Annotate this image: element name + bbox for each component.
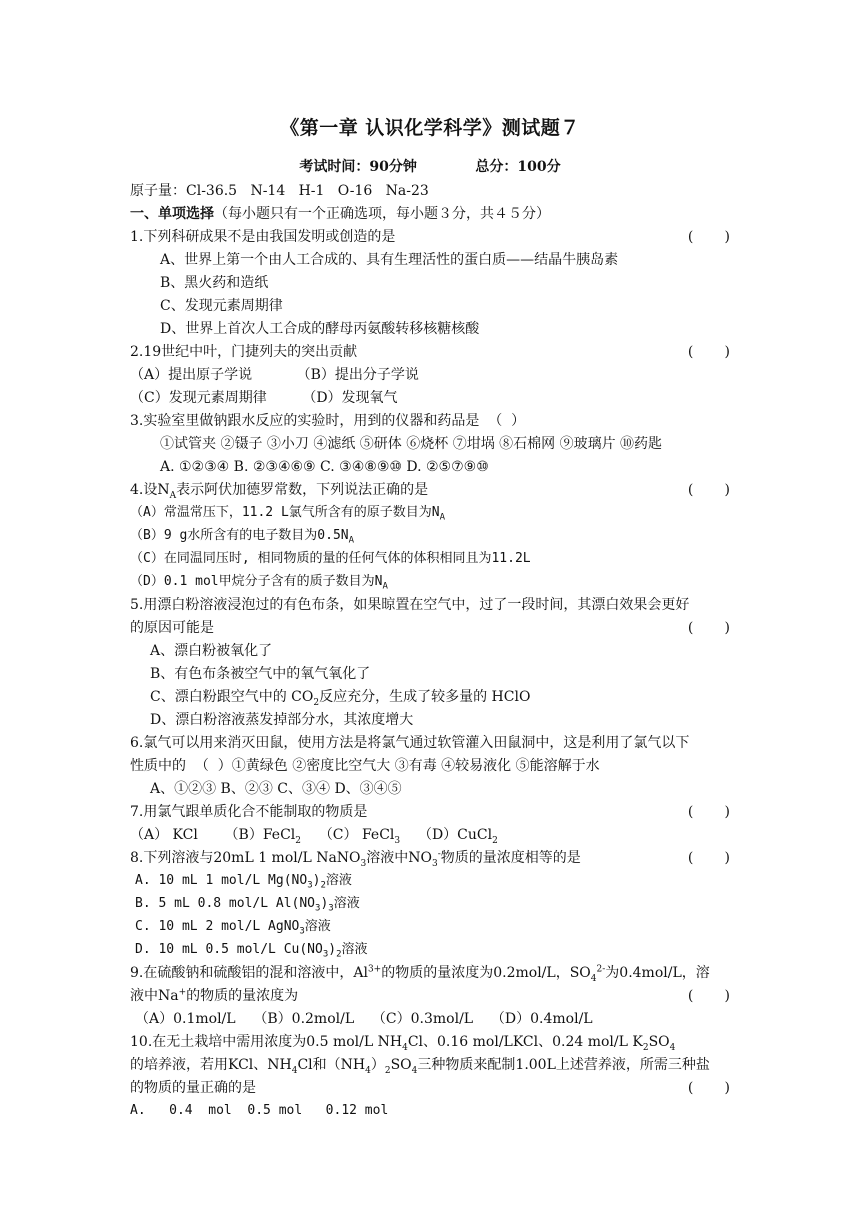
answer-paren: ( ) xyxy=(687,482,730,498)
answer-paren: ( ) xyxy=(687,620,730,636)
option-d: D、世界上首次人工合成的酵母丙氨酸转移核糖核酸 xyxy=(160,321,480,337)
question-6-stem: 6.氯气可以用来消灭田鼠，使用方法是将氯气通过软管灌入田鼠洞中，这是利用了氯气以下 xyxy=(130,735,690,751)
option-b xyxy=(130,525,730,548)
option-a: （A） KCl xyxy=(130,827,198,843)
text: 4.设N xyxy=(130,482,170,498)
options-ab: （A）提出原子学说 （B）提出分子学说 xyxy=(130,367,419,383)
question-9-stem: 9.在硫酸钠和硫酸铝的混和溶液中，$Al^{3+}$的物质的量浓度为0.2mol/L，$SO_4^{2-}$为0.4mol/L，溶 xyxy=(130,964,710,984)
subscript: A xyxy=(439,512,446,523)
option-d xyxy=(130,571,730,594)
answer-paren: ( ) xyxy=(687,1080,730,1096)
option-c: （C）在同温同压时, 相同物质的量的任何气体的体积相同且为11.2L xyxy=(130,551,531,566)
text: （A）常温常压下，11.2 L氯气所含有的原子数目为N xyxy=(130,505,440,520)
option-b: B、有色布条被空气中的氧气氧化了 xyxy=(150,666,371,682)
section-heading xyxy=(130,203,730,226)
question-5-stem-cont: 的原因可能是 xyxy=(130,620,214,636)
answer-paren: ( ) xyxy=(687,850,730,866)
question-5-stem: 5.用漂白粉溶液浸泡过的有色布条，如果晾置在空气中，过了一段时间，其漂白效果会更好 xyxy=(130,597,690,613)
question-10-stem: 10.在无土栽培中需用浓度为0.5 mol/L $NH_4Cl$、0.16 mol/LKCl、0.24 mol/L $K_2SO_4$ xyxy=(130,1034,676,1053)
question-6-options: A、①②③ B、②③ C、③④ D、③④⑤ xyxy=(150,781,402,797)
question-7-options xyxy=(130,824,730,847)
text: 表示阿伏加德罗常数，下列说法正确的是 xyxy=(176,482,429,498)
subscript: A xyxy=(169,490,177,501)
option-a: A、世界上第一个由人工合成的、具有生理活性的蛋白质——结晶牛胰岛素 xyxy=(160,252,619,268)
answer-paren: ( ) xyxy=(687,988,730,1004)
section-note: （每小题只有一个正确选项，每小题３分，共４５分） xyxy=(214,206,550,222)
question-6-stem-cont: 性质中的 （ ）①黄绿色 ②密度比空气大 ③有毒 ④较易液化 ⑤能溶解于水 xyxy=(130,758,600,774)
text: 反应充分，生成了较多量的 HClO xyxy=(319,689,531,705)
question-3-options: A. ①②③④ B. ②③④⑥⑨ C. ③④⑧⑨⑩ D. ②⑤⑦⑨⑩ xyxy=(160,459,489,475)
answer-paren: ( ) xyxy=(687,229,730,245)
question-8-stem: 8.下列溶液与20mL 1 mol/L NaNO$_3$溶液中$NO_3^-$物质的量浓度相等的是 xyxy=(130,849,581,869)
text: （B）9 g水所含有的电子数目为0.5N xyxy=(130,528,349,543)
answer-paren: ( ) xyxy=(687,344,730,360)
question-3-items: ①试管夹 ②镊子 ③小刀 ④滤纸 ⑤研体 ⑥烧杯 ⑦坩埚 ⑧石棉网 ⑨玻璃片 ⑩药匙 xyxy=(160,436,663,452)
subscript: 2 xyxy=(313,697,320,708)
text: （D）0.1 mol甲烷分子含有的质子数目为N xyxy=(130,574,383,589)
option-d: （D）CuCl$_2$ xyxy=(417,827,498,846)
question-2-stem: 2.19世纪中叶，门捷列夫的突出贡献 xyxy=(130,344,358,360)
option-d: D、漂白粉溶液蒸发掉部分水，其浓度增大 xyxy=(150,712,414,728)
answer-paren: ( ) xyxy=(687,804,730,820)
option-c xyxy=(150,686,750,709)
option-b: B、黑火药和造纸 xyxy=(160,275,269,291)
question-10-stem-end: 的物质的量正确的是 xyxy=(130,1080,256,1096)
option-a: A、漂白粉被氧化了 xyxy=(150,643,273,659)
question-1-stem xyxy=(130,226,730,249)
exam-info: 考试时间：90分钟 总分：100分 xyxy=(299,159,561,175)
section-title: 一、单项选择 xyxy=(130,206,214,222)
question-9-options: （A）0.1mol/L （B）0.2mol/L （C）0.3mol/L （D）0.4mol/L xyxy=(135,1011,593,1027)
option-c: C、发现元素周期律 xyxy=(160,298,283,314)
page-title: 《第一章 认识化学科学》测试题７ xyxy=(280,117,580,139)
option-a: A. 10 mL 1 mol/L $Mg(NO_3)_2$溶液 xyxy=(135,873,352,891)
question-10-stem-cont: 的培养液，若用KCl、$NH_4Cl$和$(NH_4)_2SO_4$三种物质来配制1.00L上述营养液，所需三种盐 xyxy=(130,1057,710,1076)
text: C、漂白粉跟空气中的 CO xyxy=(150,689,314,705)
subscript: A xyxy=(348,535,355,546)
option-b: （B）FeCl$_2$ xyxy=(224,827,301,846)
option-c: （C） FeCl$_3$ xyxy=(318,827,401,846)
question-3-stem: 3.实验室里做钠跟水反应的实验时，用到的仪器和药品是 （ ） xyxy=(130,413,526,429)
question-4-stem xyxy=(130,479,730,502)
option-a xyxy=(130,502,730,525)
option-a: A. 0.4 mol 0.5 mol 0.12 mol xyxy=(130,1103,389,1118)
question-9-stem-cont: 液中Na+的物质的量浓度为 xyxy=(130,987,299,1004)
question-text: 1.下列科研成果不是由我国发明或创造的是 xyxy=(130,229,396,245)
question-7-stem: 7.用氯气跟单质化合不能制取的物质是 xyxy=(130,804,368,820)
option-c: C. 10 mL 2 mol/L AgNO$_3$溶液 xyxy=(135,919,331,937)
subscript: A xyxy=(382,581,388,592)
atomic-mass-line: 原子量：Cl-36.5 N-14 H-1 O-16 Na-23 xyxy=(130,183,429,199)
options-cd: （C）发现元素周期律 （D）发现氧气 xyxy=(130,390,398,406)
option-d: D. 10 mL 0.5 mol/L $Cu(NO_3)_2$溶液 xyxy=(135,942,368,960)
option-b: B. 5 mL 0.8 mol/L $Al(NO_3)_3$溶液 xyxy=(135,896,360,914)
